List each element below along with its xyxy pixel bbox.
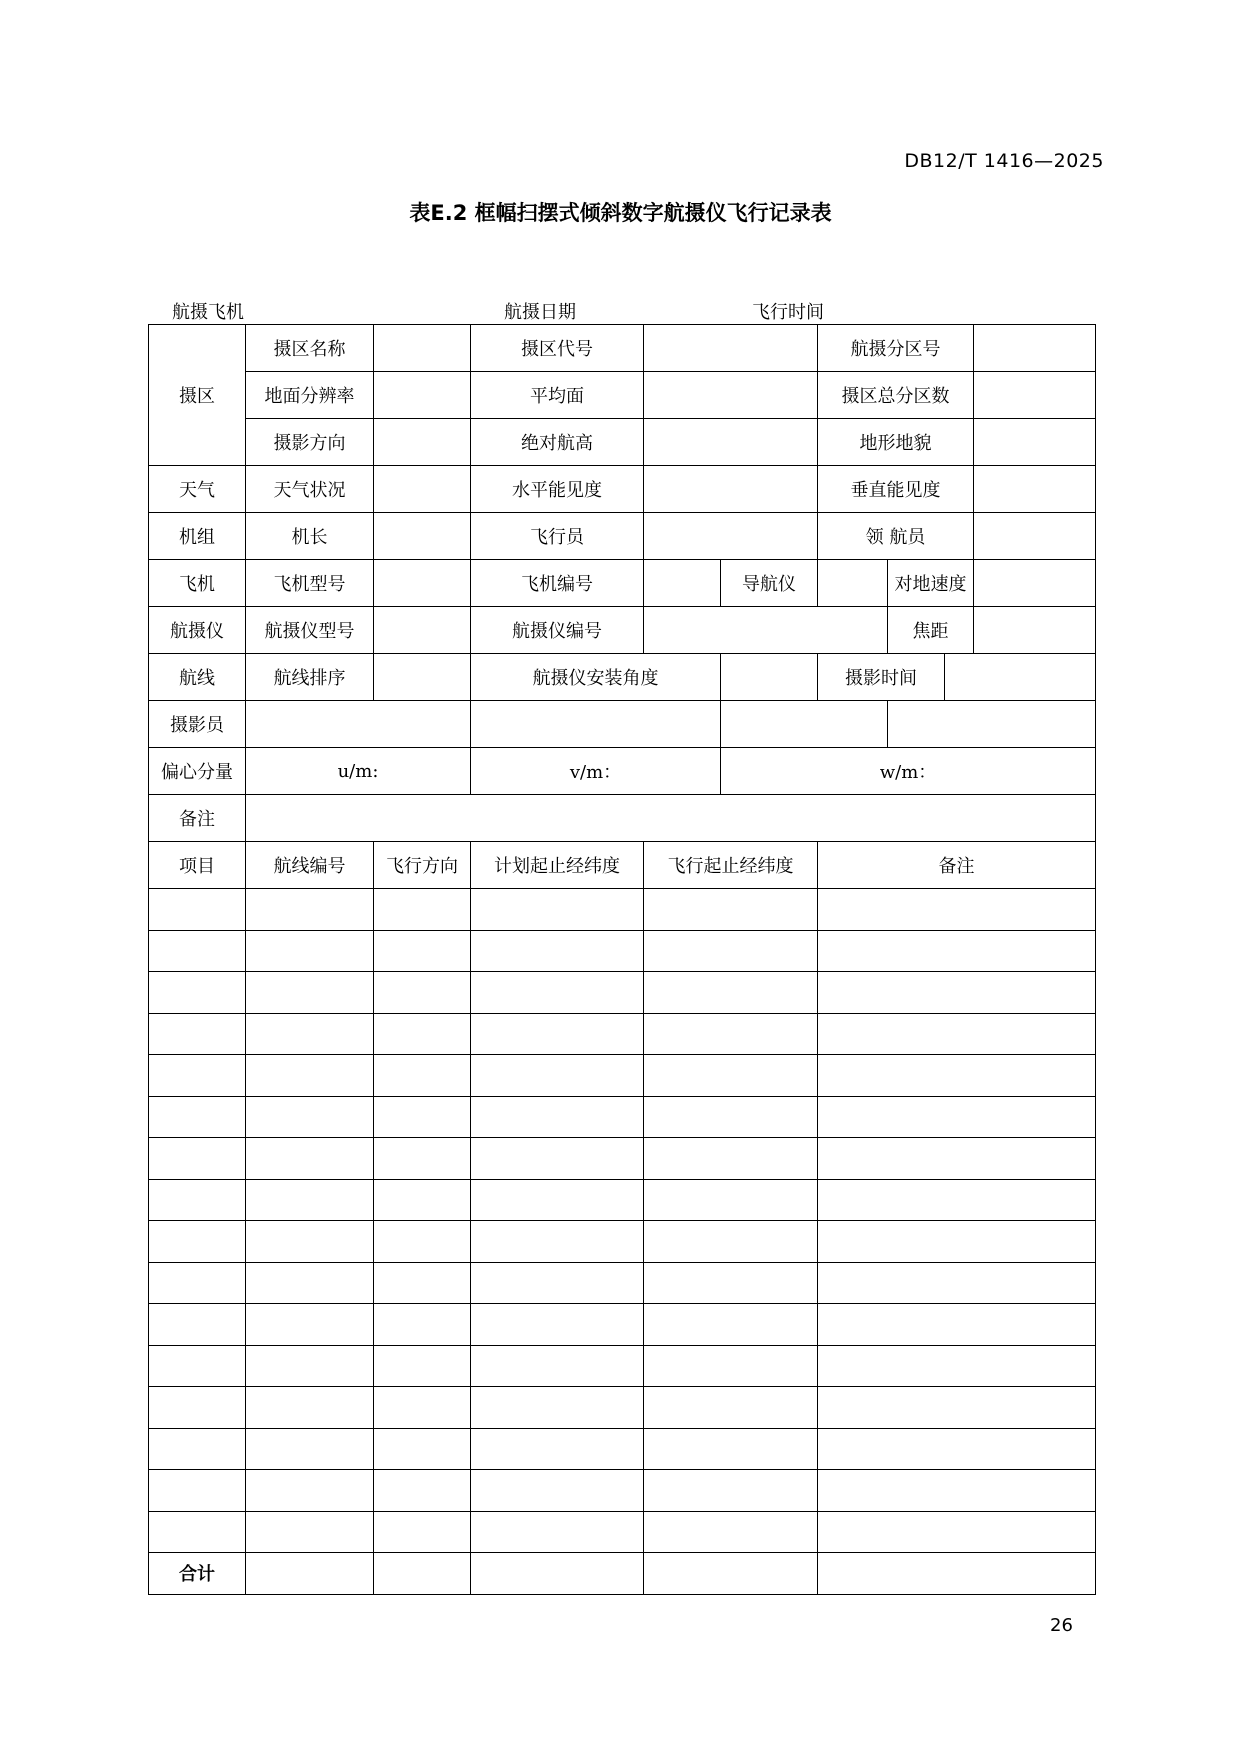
navigator-value[interactable] bbox=[974, 513, 1096, 560]
log-header-route-number: 航线编号 bbox=[246, 842, 374, 889]
captain-label: 机长 bbox=[246, 513, 374, 560]
total-flight-direction[interactable] bbox=[374, 1553, 471, 1595]
weather-row bbox=[149, 466, 1096, 513]
total-planned-coords[interactable] bbox=[471, 1553, 644, 1595]
log-row bbox=[149, 889, 1096, 931]
total-row bbox=[149, 1553, 1096, 1595]
remarks-row bbox=[149, 795, 1096, 842]
log-cell-item[interactable] bbox=[149, 1387, 246, 1429]
area-code-label: 摄区代号 bbox=[471, 325, 644, 372]
offset-group-label: 偏心分量 bbox=[149, 748, 246, 795]
log-cell-flight-direction[interactable] bbox=[374, 972, 471, 1014]
remarks-value[interactable] bbox=[246, 795, 1096, 842]
photographer-group-label: 摄影员 bbox=[149, 701, 246, 748]
photographer-value-2[interactable] bbox=[471, 701, 721, 748]
log-cell-planned-coords[interactable] bbox=[471, 1221, 644, 1263]
navigator-label: 领 航员 bbox=[818, 513, 974, 560]
ground-resolution-label: 地面分辨率 bbox=[246, 372, 374, 419]
area-name-value[interactable] bbox=[374, 325, 471, 372]
log-cell-route-number[interactable] bbox=[246, 1304, 374, 1346]
sub-area-count-value[interactable] bbox=[974, 372, 1096, 419]
pilot-label: 飞行员 bbox=[471, 513, 644, 560]
log-cell-flight-direction[interactable] bbox=[374, 1345, 471, 1387]
log-row bbox=[149, 1055, 1096, 1097]
aircraft-number-label: 飞机编号 bbox=[471, 560, 644, 607]
total-flight-coords[interactable] bbox=[644, 1553, 818, 1595]
area-row-1 bbox=[149, 325, 1096, 372]
log-cell-flight-coords[interactable] bbox=[644, 1138, 818, 1180]
log-cell-planned-coords[interactable] bbox=[471, 1345, 644, 1387]
route-order-label: 航线排序 bbox=[246, 654, 374, 701]
log-cell-flight-direction[interactable] bbox=[374, 1179, 471, 1221]
log-cell-planned-coords[interactable] bbox=[471, 930, 644, 972]
log-cell-item[interactable] bbox=[149, 1428, 246, 1470]
log-row bbox=[149, 1511, 1096, 1553]
log-cell-flight-coords[interactable] bbox=[644, 1179, 818, 1221]
absolute-height-value[interactable] bbox=[644, 419, 818, 466]
log-row bbox=[149, 1470, 1096, 1512]
log-cell-item[interactable] bbox=[149, 1096, 246, 1138]
focal-length-value[interactable] bbox=[974, 607, 1096, 654]
log-cell-flight-direction[interactable] bbox=[374, 1262, 471, 1304]
horizontal-visibility-label: 水平能见度 bbox=[471, 466, 644, 513]
camera-number-label: 航摄仪编号 bbox=[471, 607, 644, 654]
log-cell-item[interactable] bbox=[149, 1470, 246, 1512]
offset-v[interactable]: v/m： bbox=[471, 748, 721, 795]
log-cell-planned-coords[interactable] bbox=[471, 1013, 644, 1055]
log-cell-item[interactable] bbox=[149, 889, 246, 931]
log-cell-planned-coords[interactable] bbox=[471, 1055, 644, 1097]
horizontal-visibility-value[interactable] bbox=[644, 466, 818, 513]
log-header-remarks: 备注 bbox=[818, 842, 1096, 889]
log-cell-item[interactable] bbox=[149, 1179, 246, 1221]
log-cell-flight-coords[interactable] bbox=[644, 1013, 818, 1055]
ground-speed-label: 对地速度 bbox=[888, 560, 974, 607]
log-cell-flight-direction[interactable] bbox=[374, 1511, 471, 1553]
aircraft-row bbox=[149, 560, 1096, 607]
log-cell-remarks[interactable] bbox=[818, 1511, 1096, 1553]
terrain-value[interactable] bbox=[974, 419, 1096, 466]
log-header-planned-coords: 计划起止经纬度 bbox=[471, 842, 644, 889]
log-cell-flight-coords[interactable] bbox=[644, 1470, 818, 1512]
area-code-value[interactable] bbox=[644, 325, 818, 372]
log-cell-item[interactable] bbox=[149, 1511, 246, 1553]
offset-w[interactable]: w/m： bbox=[721, 748, 1096, 795]
log-cell-remarks[interactable] bbox=[818, 1055, 1096, 1097]
log-cell-planned-coords[interactable] bbox=[471, 1304, 644, 1346]
navigation-device-label: 导航仪 bbox=[721, 560, 818, 607]
log-header-item: 项目 bbox=[149, 842, 246, 889]
camera-row bbox=[149, 607, 1096, 654]
log-cell-route-number[interactable] bbox=[246, 1096, 374, 1138]
log-cell-flight-coords[interactable] bbox=[644, 1428, 818, 1470]
log-cell-flight-coords[interactable] bbox=[644, 889, 818, 931]
ground-resolution-value[interactable] bbox=[374, 372, 471, 419]
aircraft-model-label: 飞机型号 bbox=[246, 560, 374, 607]
log-cell-route-number[interactable] bbox=[246, 1387, 374, 1429]
photo-time-label: 摄影时间 bbox=[818, 654, 945, 701]
average-plane-value[interactable] bbox=[644, 372, 818, 419]
crew-row bbox=[149, 513, 1096, 560]
route-order-value[interactable] bbox=[374, 654, 471, 701]
aircraft-number-value[interactable] bbox=[644, 560, 721, 607]
camera-group-label: 航摄仪 bbox=[149, 607, 246, 654]
log-cell-item[interactable] bbox=[149, 1138, 246, 1180]
table-title: 表E.2 框幅扫摆式倾斜数字航摄仪飞行记录表 bbox=[409, 201, 832, 225]
log-row bbox=[149, 1304, 1096, 1346]
photographer-value-3[interactable] bbox=[721, 701, 888, 748]
log-cell-remarks[interactable] bbox=[818, 1470, 1096, 1512]
log-cell-item[interactable] bbox=[149, 1055, 246, 1097]
aircraft-group-label: 飞机 bbox=[149, 560, 246, 607]
total-label: 合计 bbox=[149, 1553, 246, 1595]
log-cell-route-number[interactable] bbox=[246, 1511, 374, 1553]
log-cell-planned-coords[interactable] bbox=[471, 972, 644, 1014]
photo-direction-label: 摄影方向 bbox=[246, 419, 374, 466]
photographer-value-1[interactable] bbox=[246, 701, 471, 748]
log-cell-planned-coords[interactable] bbox=[471, 1387, 644, 1429]
vertical-visibility-value[interactable] bbox=[974, 466, 1096, 513]
log-body bbox=[149, 889, 1096, 1553]
aircraft-model-value[interactable] bbox=[374, 560, 471, 607]
log-cell-planned-coords[interactable] bbox=[471, 1428, 644, 1470]
document-code: DB12/T 1416—2025 bbox=[904, 150, 1104, 172]
log-cell-flight-direction[interactable] bbox=[374, 1470, 471, 1512]
log-header-flight-coords: 飞行起止经纬度 bbox=[644, 842, 818, 889]
log-row bbox=[149, 1262, 1096, 1304]
log-cell-remarks[interactable] bbox=[818, 1179, 1096, 1221]
log-row bbox=[149, 1428, 1096, 1470]
vertical-visibility-label: 垂直能见度 bbox=[818, 466, 974, 513]
log-cell-remarks[interactable] bbox=[818, 1262, 1096, 1304]
log-cell-planned-coords[interactable] bbox=[471, 1511, 644, 1553]
log-cell-flight-coords[interactable] bbox=[644, 1262, 818, 1304]
area-row-3 bbox=[149, 419, 1096, 466]
log-cell-flight-direction[interactable] bbox=[374, 930, 471, 972]
pilot-value[interactable] bbox=[644, 513, 818, 560]
log-cell-flight-direction[interactable] bbox=[374, 1221, 471, 1263]
log-cell-route-number[interactable] bbox=[246, 930, 374, 972]
captain-value[interactable] bbox=[374, 513, 471, 560]
log-cell-item[interactable] bbox=[149, 972, 246, 1014]
log-cell-remarks[interactable] bbox=[818, 1138, 1096, 1180]
log-cell-flight-coords[interactable] bbox=[644, 1304, 818, 1346]
flight-record-table bbox=[148, 324, 1096, 1595]
log-row bbox=[149, 1345, 1096, 1387]
mount-angle-label: 航摄仪安装角度 bbox=[471, 654, 721, 701]
log-cell-route-number[interactable] bbox=[246, 1138, 374, 1180]
offset-u[interactable]: u/m: bbox=[246, 748, 471, 795]
area-row-2 bbox=[149, 372, 1096, 419]
log-row bbox=[149, 1221, 1096, 1263]
log-cell-flight-direction[interactable] bbox=[374, 1013, 471, 1055]
log-cell-flight-coords[interactable] bbox=[644, 1221, 818, 1263]
navigation-device-value[interactable] bbox=[818, 560, 888, 607]
log-cell-flight-direction[interactable] bbox=[374, 889, 471, 931]
focal-length-label: 焦距 bbox=[888, 607, 974, 654]
log-cell-planned-coords[interactable] bbox=[471, 1179, 644, 1221]
log-cell-remarks[interactable] bbox=[818, 972, 1096, 1014]
weather-status-value[interactable] bbox=[374, 466, 471, 513]
photo-time-value[interactable] bbox=[945, 654, 1096, 701]
log-cell-flight-coords[interactable] bbox=[644, 1345, 818, 1387]
camera-model-label: 航摄仪型号 bbox=[246, 607, 374, 654]
log-cell-remarks[interactable] bbox=[818, 1345, 1096, 1387]
log-row bbox=[149, 1096, 1096, 1138]
log-cell-remarks[interactable] bbox=[818, 1096, 1096, 1138]
log-cell-flight-coords[interactable] bbox=[644, 930, 818, 972]
log-cell-planned-coords[interactable] bbox=[471, 1096, 644, 1138]
remarks-group-label: 备注 bbox=[149, 795, 246, 842]
flight-time-label: 飞行时间 bbox=[752, 302, 824, 323]
area-name-label: 摄区名称 bbox=[246, 325, 374, 372]
log-cell-remarks[interactable] bbox=[818, 889, 1096, 931]
log-cell-remarks[interactable] bbox=[818, 1221, 1096, 1263]
log-cell-item[interactable] bbox=[149, 1304, 246, 1346]
aerial-date-label: 航摄日期 bbox=[504, 302, 576, 323]
log-row bbox=[149, 1138, 1096, 1180]
average-plane-label: 平均面 bbox=[471, 372, 644, 419]
log-cell-route-number[interactable] bbox=[246, 1221, 374, 1263]
terrain-label: 地形地貌 bbox=[818, 419, 974, 466]
log-cell-remarks[interactable] bbox=[818, 930, 1096, 972]
log-cell-flight-direction[interactable] bbox=[374, 1387, 471, 1429]
camera-model-value[interactable] bbox=[374, 607, 471, 654]
log-cell-item[interactable] bbox=[149, 1345, 246, 1387]
log-cell-planned-coords[interactable] bbox=[471, 1138, 644, 1180]
log-cell-flight-direction[interactable] bbox=[374, 1055, 471, 1097]
mount-angle-value[interactable] bbox=[721, 654, 818, 701]
photographer-row bbox=[149, 701, 1096, 748]
offset-row bbox=[149, 748, 1096, 795]
log-cell-planned-coords[interactable] bbox=[471, 1262, 644, 1304]
log-cell-route-number[interactable] bbox=[246, 1428, 374, 1470]
log-cell-flight-direction[interactable] bbox=[374, 1096, 471, 1138]
log-cell-flight-coords[interactable] bbox=[644, 972, 818, 1014]
log-row bbox=[149, 1179, 1096, 1221]
log-cell-flight-direction[interactable] bbox=[374, 1428, 471, 1470]
log-row bbox=[149, 1013, 1096, 1055]
route-row bbox=[149, 654, 1096, 701]
log-cell-item[interactable] bbox=[149, 1221, 246, 1263]
log-cell-planned-coords[interactable] bbox=[471, 889, 644, 931]
log-cell-item[interactable] bbox=[149, 1262, 246, 1304]
log-cell-flight-direction[interactable] bbox=[374, 1138, 471, 1180]
log-cell-route-number[interactable] bbox=[246, 1345, 374, 1387]
log-cell-remarks[interactable] bbox=[818, 1387, 1096, 1429]
log-cell-route-number[interactable] bbox=[246, 972, 374, 1014]
absolute-height-label: 绝对航高 bbox=[471, 419, 644, 466]
log-header-row bbox=[149, 842, 1096, 889]
log-header-flight-direction: 飞行方向 bbox=[374, 842, 471, 889]
log-cell-route-number[interactable] bbox=[246, 889, 374, 931]
log-cell-remarks[interactable] bbox=[818, 1428, 1096, 1470]
photographer-value-4[interactable] bbox=[888, 701, 1096, 748]
aircraft-label: 航摄飞机 bbox=[172, 302, 244, 323]
log-cell-route-number[interactable] bbox=[246, 1262, 374, 1304]
log-cell-flight-coords[interactable] bbox=[644, 1511, 818, 1553]
log-cell-flight-coords[interactable] bbox=[644, 1387, 818, 1429]
log-cell-flight-coords[interactable] bbox=[644, 1055, 818, 1097]
log-cell-flight-coords[interactable] bbox=[644, 1096, 818, 1138]
sub-area-code-value[interactable] bbox=[974, 325, 1096, 372]
log-cell-flight-direction[interactable] bbox=[374, 1304, 471, 1346]
log-cell-remarks[interactable] bbox=[818, 1013, 1096, 1055]
page-number: 26 bbox=[1050, 1615, 1073, 1636]
log-cell-route-number[interactable] bbox=[246, 1179, 374, 1221]
area-group-label: 摄区 bbox=[149, 325, 246, 466]
log-row bbox=[149, 930, 1096, 972]
total-route-number[interactable] bbox=[246, 1553, 374, 1595]
log-cell-planned-coords[interactable] bbox=[471, 1470, 644, 1512]
log-cell-item[interactable] bbox=[149, 1013, 246, 1055]
photo-direction-value[interactable] bbox=[374, 419, 471, 466]
total-remarks[interactable] bbox=[818, 1553, 1096, 1595]
log-cell-route-number[interactable] bbox=[246, 1470, 374, 1512]
log-cell-route-number[interactable] bbox=[246, 1013, 374, 1055]
weather-status-label: 天气状况 bbox=[246, 466, 374, 513]
log-cell-item[interactable] bbox=[149, 930, 246, 972]
log-cell-route-number[interactable] bbox=[246, 1055, 374, 1097]
log-row bbox=[149, 1387, 1096, 1429]
weather-group-label: 天气 bbox=[149, 466, 246, 513]
crew-group-label: 机组 bbox=[149, 513, 246, 560]
log-cell-remarks[interactable] bbox=[818, 1304, 1096, 1346]
camera-number-value[interactable] bbox=[644, 607, 888, 654]
route-group-label: 航线 bbox=[149, 654, 246, 701]
sub-area-count-label: 摄区总分区数 bbox=[818, 372, 974, 419]
log-row bbox=[149, 972, 1096, 1014]
ground-speed-value[interactable] bbox=[974, 560, 1096, 607]
sub-area-code-label: 航摄分区号 bbox=[818, 325, 974, 372]
